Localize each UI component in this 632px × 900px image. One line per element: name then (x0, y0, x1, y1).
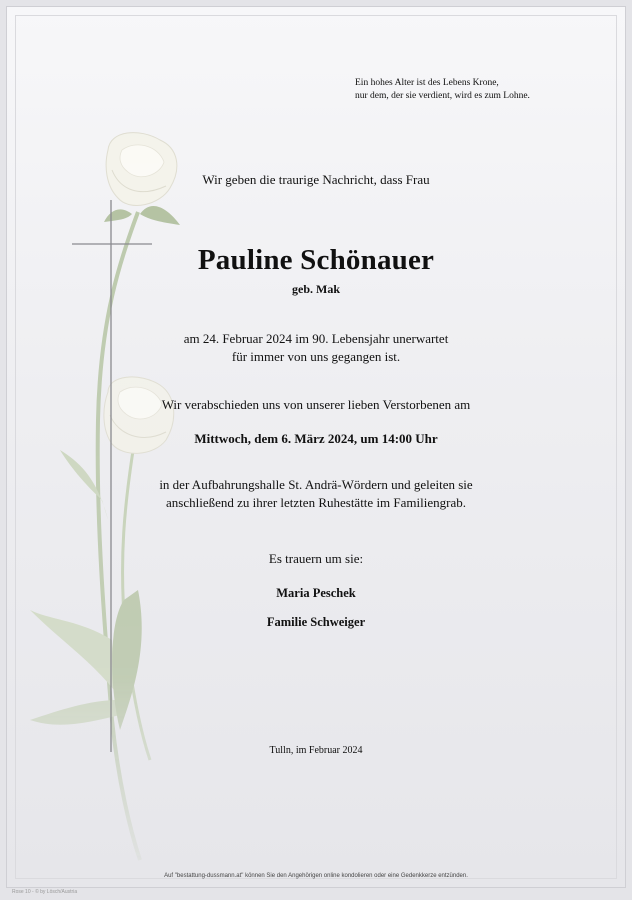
footer-note: Auf "bestattung-dussmann.at" können Sie den Angehörigen online kondolieren oder eine Gedenkkerze entzünden. (164, 873, 468, 879)
mourners-intro: Es trauern um sie: (268, 551, 364, 566)
mourner-name: Maria Peschek (276, 586, 356, 600)
farewell-text: Wir verabschieden uns von unserer lieben Verstorbenen am (161, 397, 471, 412)
motto-quote (355, 77, 595, 103)
death-notice-line: am 24. Februar 2024 im 90. Lebensjahr unerwartet (183, 331, 449, 346)
ceremony-date: Mittwoch, dem 6. März 2024, um 14:00 Uhr (194, 431, 438, 446)
mourner-name: Familie Schweiger (266, 615, 366, 629)
ceremony-place-line: in der Aufbahrungshalle St. Andrä-Wördern und geleiten sie (159, 477, 473, 492)
dateline: Tulln, im Februar 2024 (269, 745, 363, 756)
ceremony-place-line: anschließend zu ihrer letzten Ruhestätte im Familiengrab. (166, 495, 466, 510)
motto-line: nur dem, der sie verdient, wird es zum Lohne. (355, 91, 530, 101)
intro-text: Wir geben die traurige Nachricht, dass Frau (202, 172, 430, 187)
maiden-name: geb. Mak (292, 282, 340, 296)
image-credit: Rose 10 - © by Lösch/Austria (12, 889, 78, 895)
deceased-name: Pauline Schönauer (197, 244, 435, 276)
death-notice-line: für immer von uns gegangen ist. (231, 349, 401, 364)
motto-line: Ein hohes Alter ist des Lebens Krone, (355, 78, 499, 88)
